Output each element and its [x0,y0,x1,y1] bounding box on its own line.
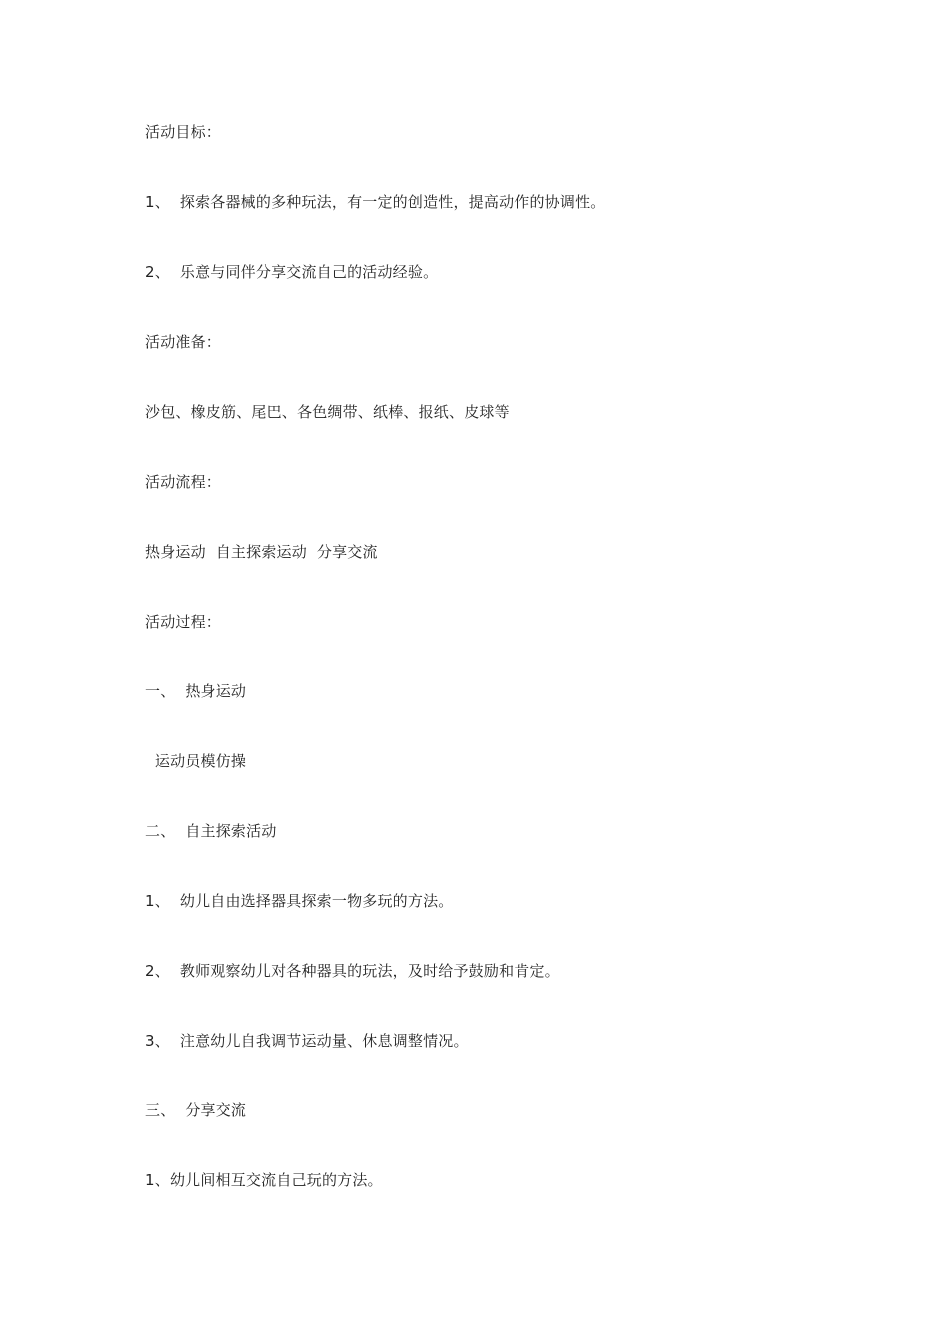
heading-activity-flow: 活动流程： [145,473,222,491]
goal-item-1: 1、 探索各器械的多种玩法，有一定的创造性，提高动作的协调性。 [145,193,606,211]
section-sharing: 三、 分享交流 [145,1101,247,1119]
section-warmup: 一、 热身运动 [145,682,247,700]
heading-activity-preparation: 活动准备： [145,333,222,351]
goal-item-2: 2、 乐意与同伴分享交流自己的活动经验。 [145,263,439,281]
section-exploration: 二、 自主探索活动 [145,822,277,840]
exploration-item-3: 3、 注意幼儿自我调节运动量、休息调整情况。 [145,1032,469,1050]
sharing-item-1: 1、幼儿间相互交流自己玩的方法。 [145,1171,383,1189]
preparation-materials: 沙包、橡皮筋、尾巴、各色绸带、纸棒、报纸、皮球等 [145,403,510,421]
exploration-item-1: 1、 幼儿自由选择器具探索一物多玩的方法。 [145,892,454,910]
activity-flow-steps: 热身运动 自主探索运动 分享交流 [145,543,378,561]
heading-activity-process: 活动过程： [145,613,222,631]
warmup-detail: 运动员模仿操 [145,752,247,770]
exploration-item-2: 2、 教师观察幼儿对各种器具的玩法，及时给予鼓励和肯定。 [145,962,560,980]
heading-activity-goals: 活动目标： [145,123,222,141]
